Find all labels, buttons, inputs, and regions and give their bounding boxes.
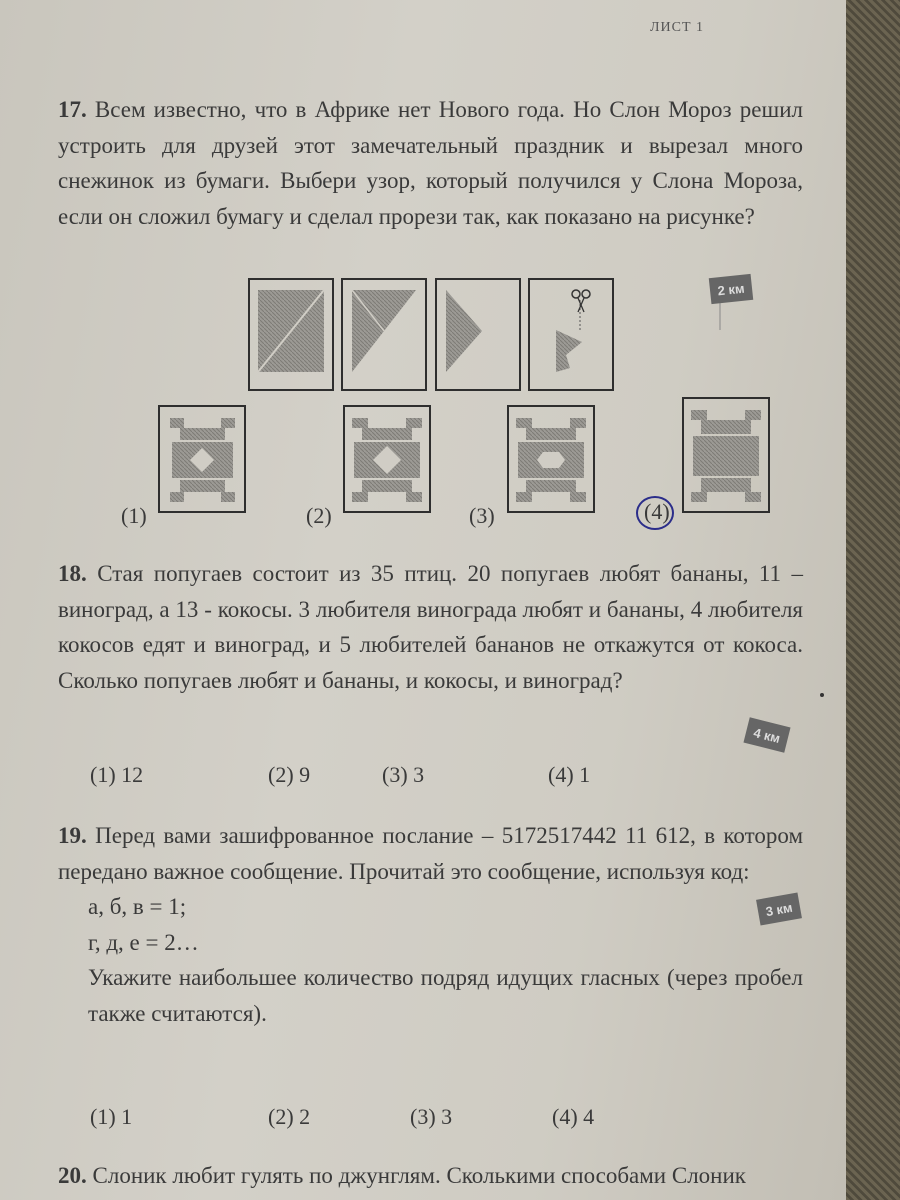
sheet-label: ЛИСТ 1 [650, 20, 704, 35]
code-line-2: г, д, е = 2… [88, 929, 199, 955]
question-19 [58, 818, 803, 1031]
snowflake-option-4 [683, 398, 769, 512]
fold-step-1 [249, 279, 333, 390]
scissors-icon [572, 290, 590, 312]
pen-dot [820, 693, 824, 697]
handwritten-answer-circle [636, 496, 674, 530]
question-number: 20. [58, 1163, 87, 1188]
distance-sticker: 4 км [743, 717, 790, 752]
answer-option-3: (3) 3 [410, 1104, 453, 1129]
question-number: 19. [58, 823, 87, 848]
option-label-4: (4) [644, 499, 670, 524]
question-number: 17. [58, 97, 87, 122]
question-text: Перед вами зашифрованное послание – 5172517442 11 612, в котором передано важное сообщение. Прочитай это сообщение, используя код: [58, 823, 803, 884]
distance-sticker: 2 км [709, 274, 753, 304]
option-label-2: (2) [306, 503, 332, 528]
option-label-1: (1) [121, 503, 147, 528]
code-line-1: а, б, в = 1; [88, 894, 187, 919]
question-text: Слоник любит гулять по джунглям. Сколькими способами Слоник [92, 1163, 746, 1188]
answer-option-1: (1) 12 [90, 762, 144, 787]
answer-option-4: (4) 4 [552, 1104, 595, 1129]
question-instruction: Укажите наибольшее количество подряд идущих гласных (через пробел также считаются). [88, 965, 803, 1026]
snowflake-option-2 [344, 406, 430, 512]
fold-step-4-cut [529, 279, 613, 390]
question-text: Стая попугаев состоит из 35 птиц. 20 попугаев любят бананы, 11 – виноград, а 13 - кокосы. 3 любителя винограда любят и бананы, 4 любителя кокосов едят и виноград, и 5 любителей бананов не откажутся от кокоса. Сколько попугаев любят и бананы, и кокосы, и виноград? [58, 561, 803, 693]
answer-option-2: (2) 9 [268, 762, 311, 787]
background-carpet [846, 0, 900, 1200]
answer-option-4: (4) 1 [548, 762, 591, 787]
answer-option-1: (1) 1 [90, 1104, 133, 1129]
fold-step-2 [342, 279, 426, 390]
fold-step-3 [436, 279, 520, 390]
answer-option-2: (2) 2 [268, 1104, 311, 1129]
snowflake-option-3 [508, 406, 594, 512]
answer-option-3: (3) 3 [382, 762, 425, 787]
question-text: Всем известно, что в Африке нет Нового года. Но Слон Мороз решил устроить для друзей этот замечательный праздник и вырезал много снежинок из бумаги. Выбери узор, который получился у Слона Мороза, если он сложил бумагу и сделал прорези так, как показано на рисунке? [58, 97, 804, 229]
question-number: 18. [58, 561, 87, 586]
question-18 [58, 556, 803, 698]
question-20 [58, 1158, 803, 1194]
distance-sticker: 3 км [756, 893, 802, 926]
snowflake-option-1 [159, 406, 245, 512]
option-label-3: (3) [469, 503, 495, 528]
